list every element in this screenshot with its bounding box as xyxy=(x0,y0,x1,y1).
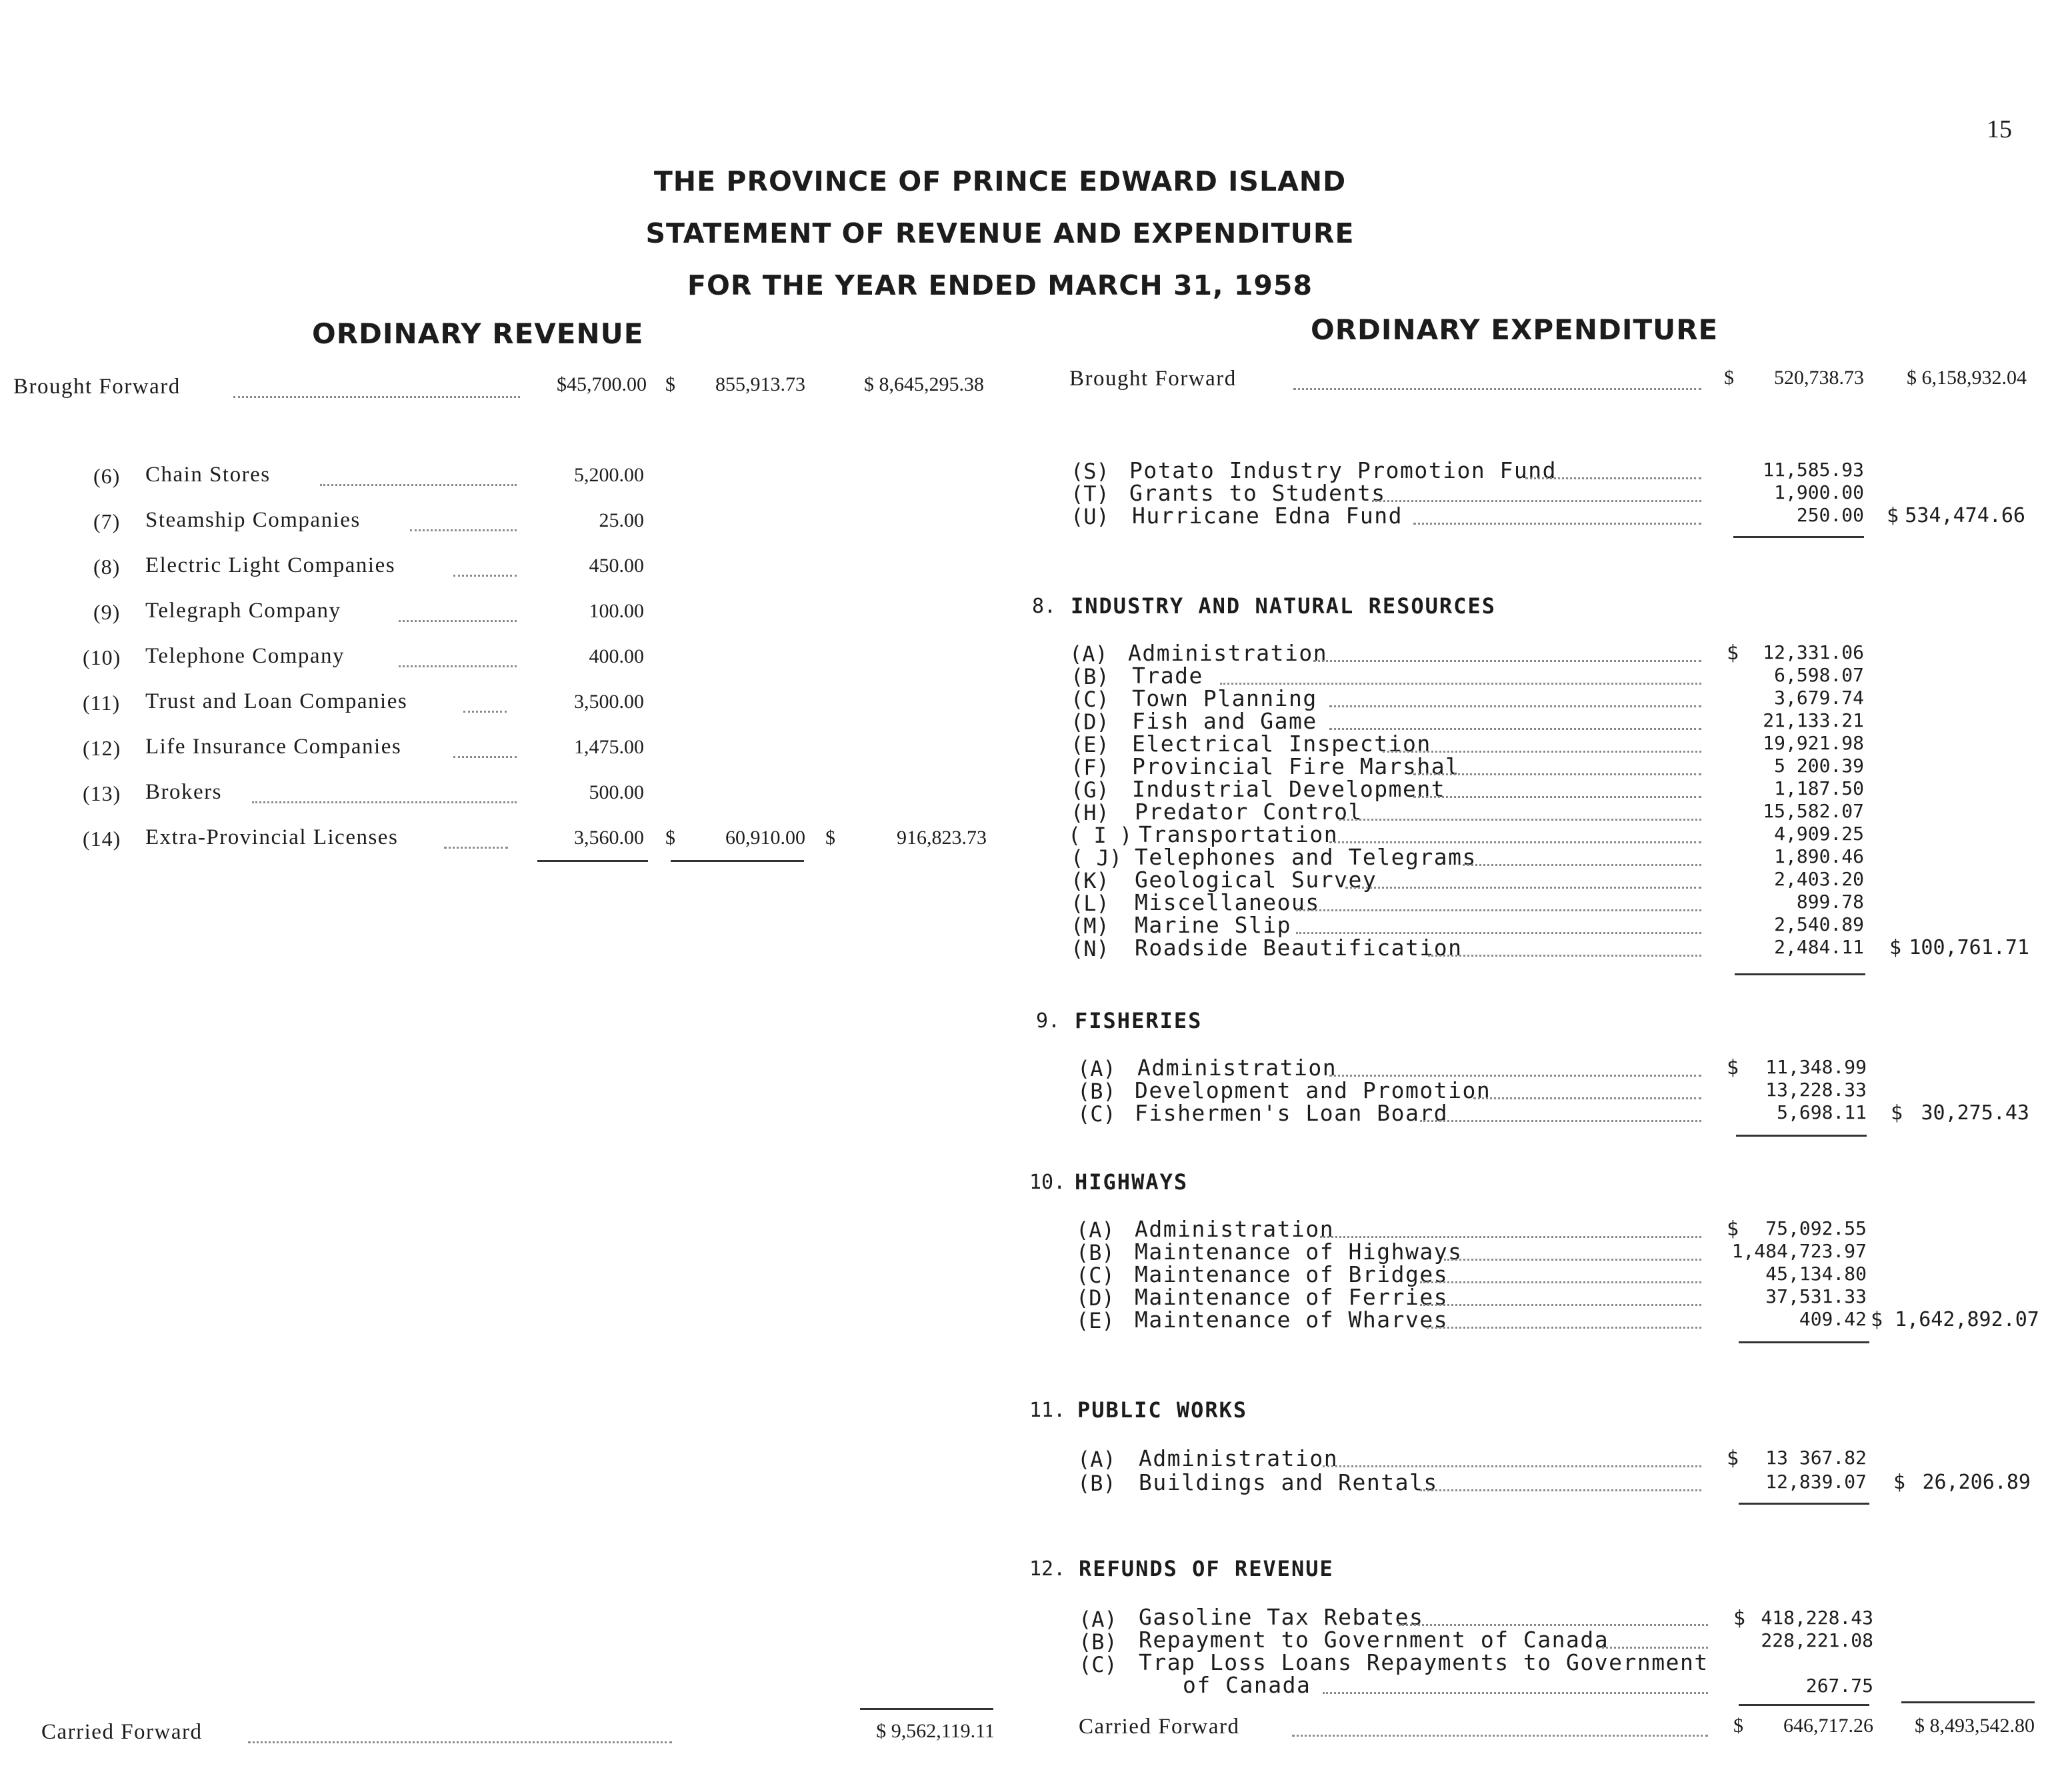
leader-dots xyxy=(1313,660,1701,662)
item-label: Steamship Companies xyxy=(145,508,361,532)
underline-rule xyxy=(1901,1701,2035,1703)
item-letter: (S) xyxy=(1071,459,1109,484)
currency-sign: $ xyxy=(1727,1447,1739,1470)
carried-forward-label: Carried Forward xyxy=(41,1720,203,1744)
leader-dots xyxy=(248,1741,672,1743)
leader-dots xyxy=(1293,388,1701,390)
item-letter: (E) xyxy=(1071,732,1109,757)
underline-rule xyxy=(1739,1704,1869,1706)
leader-dots xyxy=(1413,773,1701,775)
item-letter: (C) xyxy=(1079,1652,1117,1677)
leader-dots xyxy=(1427,1327,1701,1329)
leader-dots xyxy=(1383,751,1701,753)
carried-forward-total: $ 9,562,119.11 xyxy=(876,1720,995,1742)
item-amount: 3,560.00 xyxy=(574,827,644,849)
item-label: Telegraph Company xyxy=(145,599,341,623)
underline-rule xyxy=(1739,1503,1869,1505)
leader-dots xyxy=(1420,1281,1701,1283)
item-letter: (F) xyxy=(1071,755,1109,780)
currency-sign: $ xyxy=(1891,1101,1903,1125)
item-amount: 5 200.39 xyxy=(1774,755,1864,777)
currency-sign: $ xyxy=(1893,1471,1906,1494)
statement-title: STATEMENT OF REVENUE AND EXPENDITURE xyxy=(645,217,1355,249)
item-label: Grants to Students xyxy=(1129,480,1386,506)
carried-forward-col2: $ 8,493,542.80 xyxy=(1915,1715,2035,1737)
item-number: (14) xyxy=(83,827,121,851)
item-label: Chain Stores xyxy=(145,463,271,487)
item-amount: 228,221.08 xyxy=(1761,1629,1873,1651)
item-label: Life Insurance Companies xyxy=(145,735,402,759)
leader-dots xyxy=(233,396,520,398)
leader-dots xyxy=(1420,1120,1701,1122)
leader-dots xyxy=(1597,1647,1708,1649)
item-letter: (B) xyxy=(1077,1471,1116,1496)
item-label: Fishermen's Loan Board xyxy=(1135,1100,1449,1126)
item-letter: (A) xyxy=(1076,1217,1115,1243)
item-amount: 3,679.74 xyxy=(1774,687,1864,709)
item-amount: 500.00 xyxy=(589,781,644,803)
item-letter: (A) xyxy=(1077,1447,1116,1472)
item-label: Roadside Beautification xyxy=(1135,935,1463,961)
item-letter: (B) xyxy=(1076,1240,1115,1265)
section-total: 30,275.43 xyxy=(1921,1101,2029,1125)
item-amount: 11,348.99 xyxy=(1765,1056,1867,1078)
item-number: (13) xyxy=(83,781,121,805)
item-label: Gasoline Tax Rebates xyxy=(1139,1604,1424,1630)
item-label: Telephones and Telegrams xyxy=(1135,844,1477,870)
currency-sign: $ xyxy=(825,827,835,849)
section-title: REFUNDS OF REVENUE xyxy=(1079,1556,1334,1581)
item-amount: 899.78 xyxy=(1796,891,1864,913)
item-letter: (E) xyxy=(1076,1308,1115,1333)
leader-dots xyxy=(1329,728,1701,730)
item-label: Administration xyxy=(1135,1216,1335,1242)
section-number: 12. xyxy=(1029,1557,1066,1581)
item-letter: (C) xyxy=(1076,1263,1115,1288)
leader-dots xyxy=(1329,705,1701,707)
item-label: Marine Slip xyxy=(1135,912,1292,938)
item-label: Potato Industry Promotion Fund xyxy=(1129,457,1557,483)
document-title: THE PROVINCE OF PRINCE EDWARD ISLAND xyxy=(653,165,1347,197)
underline-rule xyxy=(537,860,648,862)
currency-sign: $ xyxy=(1889,936,1902,959)
leader-dots xyxy=(1428,955,1701,957)
item-label: Fish and Game xyxy=(1132,708,1317,734)
brought-forward-col2: 855,913.73 xyxy=(715,373,805,395)
item-amount: 37,531.33 xyxy=(1765,1285,1867,1307)
item-label: Buildings and Rentals xyxy=(1139,1469,1438,1495)
leader-dots xyxy=(1473,1097,1701,1099)
item-amount: 450.00 xyxy=(589,555,644,577)
item-letter: (A) xyxy=(1077,1056,1116,1081)
currency-sign: $ xyxy=(1727,1217,1739,1241)
item-amount: 45,134.80 xyxy=(1765,1263,1867,1285)
brought-forward-label: Brought Forward xyxy=(1069,367,1237,391)
item-label: Trap Loss Loans Repayments to Government xyxy=(1139,1649,1709,1675)
item-amount: 3,500.00 xyxy=(574,691,644,713)
item-label: Electric Light Companies xyxy=(145,553,396,577)
item-letter: (N) xyxy=(1071,936,1109,961)
item-amount: 1,475.00 xyxy=(574,736,644,758)
currency-sign: $ xyxy=(1887,504,1899,527)
item-amount: 267.75 xyxy=(1805,1675,1873,1697)
item-label-continued: of Canada xyxy=(1183,1672,1311,1698)
item-letter: ( J) xyxy=(1071,845,1123,871)
leader-dots xyxy=(1292,1735,1708,1737)
currency-sign: $ xyxy=(665,373,675,395)
brought-forward-col2: $ 6,158,932.04 xyxy=(1907,367,2027,389)
leader-dots xyxy=(1444,1259,1701,1261)
item-amount: 100.00 xyxy=(589,600,644,622)
leader-dots xyxy=(1323,1692,1708,1694)
item-letter: (H) xyxy=(1071,800,1109,825)
item-number: (11) xyxy=(83,691,121,715)
carried-forward-col1: 646,717.26 xyxy=(1783,1715,1873,1737)
item-label: Maintenance of Highways xyxy=(1135,1239,1463,1265)
section-total: $ 1,642,892.07 xyxy=(1871,1308,2039,1331)
item-letter: (G) xyxy=(1071,777,1109,803)
section-total: 26,206.89 xyxy=(1922,1471,2031,1494)
item-amount: 409.42 xyxy=(1799,1308,1867,1330)
section-number: 10. xyxy=(1029,1171,1066,1194)
item-letter: (U) xyxy=(1071,504,1109,529)
brought-forward-col1: 520,738.73 xyxy=(1774,367,1864,389)
item-amount: 1,900.00 xyxy=(1774,481,1864,503)
item-letter: (B) xyxy=(1077,1079,1116,1104)
item-label: Transportation xyxy=(1139,821,1339,847)
item-letter: (B) xyxy=(1079,1629,1117,1655)
item-label: Trust and Loan Companies xyxy=(145,689,408,713)
item-amount: 2,540.89 xyxy=(1774,913,1864,935)
section-title: INDUSTRY AND NATURAL RESOURCES xyxy=(1071,593,1496,619)
item-label: Miscellaneous xyxy=(1135,889,1320,915)
leader-dots xyxy=(1372,500,1701,502)
item-letter: (K) xyxy=(1071,868,1109,893)
item-label: Administration xyxy=(1139,1445,1339,1471)
item-letter: (T) xyxy=(1071,481,1109,507)
item-letter: (A) xyxy=(1069,641,1108,667)
section-title: PUBLIC WORKS xyxy=(1077,1397,1248,1423)
leader-dots xyxy=(1399,1624,1708,1626)
revenue-heading: ORDINARY REVENUE xyxy=(312,317,644,350)
item-amount: 12,331.06 xyxy=(1763,641,1864,663)
item-letter: (C) xyxy=(1077,1101,1116,1127)
item-amount: 400.00 xyxy=(589,645,644,667)
leader-dots xyxy=(1296,932,1701,934)
leader-dots xyxy=(1345,887,1701,889)
item-label: Maintenance of Ferries xyxy=(1135,1284,1449,1310)
leader-dots xyxy=(1296,909,1701,911)
item-label: Brokers xyxy=(145,780,222,804)
leader-dots xyxy=(252,801,517,803)
item-label: Geological Survey xyxy=(1135,867,1377,893)
item-amount: 13,228.33 xyxy=(1765,1079,1867,1101)
item-label: Maintenance of Bridges xyxy=(1135,1261,1449,1287)
item-label: Electrical Inspection xyxy=(1132,731,1431,757)
item-amount: 2,484.11 xyxy=(1774,936,1864,958)
leader-dots xyxy=(1339,819,1701,821)
leader-dots xyxy=(1420,1304,1701,1306)
item-amount: 250.00 xyxy=(1796,504,1864,526)
item-number: (10) xyxy=(83,645,121,669)
underline-rule xyxy=(671,860,804,862)
item-label: Extra-Provincial Licenses xyxy=(145,825,399,849)
currency-sign: $ xyxy=(1724,367,1734,389)
brought-forward-col3: $ 8,645,295.38 xyxy=(864,373,984,395)
currency-sign: $ xyxy=(1727,641,1739,665)
item-amount: 5,200.00 xyxy=(574,464,644,486)
item-label: Repayment to Government of Canada xyxy=(1139,1627,1609,1653)
page-number: 15 xyxy=(1987,115,2012,143)
leader-dots xyxy=(1525,477,1701,479)
item-letter: (D) xyxy=(1071,709,1109,735)
item-label: Town Planning xyxy=(1132,685,1317,711)
currency-sign: $ xyxy=(1727,1056,1739,1079)
underline-rule xyxy=(1736,1135,1867,1137)
item-amount: 1,187.50 xyxy=(1774,777,1864,799)
section-number: 11. xyxy=(1029,1399,1066,1422)
item-number: (7) xyxy=(93,509,121,533)
item-label: Maintenance of Wharves xyxy=(1135,1307,1449,1333)
item-amount: 418,228.43 xyxy=(1761,1607,1873,1629)
item-amount: 19,921.98 xyxy=(1763,732,1864,754)
item-amount: 12,839.07 xyxy=(1765,1471,1867,1493)
subtotal-amount: 60,910.00 xyxy=(725,827,805,849)
item-amount: 4,909.25 xyxy=(1774,823,1864,845)
section-title: HIGHWAYS xyxy=(1075,1169,1189,1195)
item-amount: 1,890.46 xyxy=(1774,845,1864,867)
subtotal-total: 916,823.73 xyxy=(897,827,987,849)
item-amount: 25.00 xyxy=(599,509,644,531)
section-number: 9. xyxy=(1036,1009,1061,1033)
item-amount: 15,582.07 xyxy=(1763,800,1864,822)
item-letter: (L) xyxy=(1071,891,1109,916)
brought-forward-label: Brought Forward xyxy=(13,375,181,399)
item-letter: (B) xyxy=(1071,664,1109,689)
section-total: 100,761.71 xyxy=(1909,936,2029,959)
item-number: (12) xyxy=(83,736,121,760)
group-total: 534,474.66 xyxy=(1905,504,2025,527)
item-label: Predator Control xyxy=(1135,799,1363,825)
leader-dots xyxy=(1220,683,1701,685)
leader-dots xyxy=(1420,1489,1701,1491)
item-amount: 11,585.93 xyxy=(1763,459,1864,481)
leader-dots xyxy=(1329,841,1701,843)
underline-rule xyxy=(1735,973,1865,975)
item-letter: (C) xyxy=(1071,687,1109,712)
item-amount: 2,403.20 xyxy=(1774,868,1864,890)
item-letter: ( I ) xyxy=(1068,823,1133,848)
leader-dots xyxy=(1413,796,1701,798)
period-title: FOR THE YEAR ENDED MARCH 31, 1958 xyxy=(687,269,1313,301)
expenditure-heading: ORDINARY EXPENDITURE xyxy=(1311,313,1719,346)
leader-dots xyxy=(1323,1465,1701,1467)
item-amount: 21,133.21 xyxy=(1763,709,1864,731)
item-label: Hurricane Edna Fund xyxy=(1132,503,1403,529)
item-label: Administration xyxy=(1128,640,1328,666)
item-letter: (M) xyxy=(1071,913,1109,939)
item-label: Provincial Fire Marshal xyxy=(1132,753,1460,779)
item-number: (9) xyxy=(93,600,121,624)
currency-sign: $ xyxy=(665,827,675,849)
item-letter: (A) xyxy=(1079,1607,1117,1632)
section-title: FISHERIES xyxy=(1075,1008,1203,1033)
currency-sign: $ xyxy=(1733,1607,1746,1630)
item-number: (6) xyxy=(93,464,121,488)
item-label: Development and Promotion xyxy=(1135,1077,1491,1103)
item-label: Industrial Development xyxy=(1132,776,1446,802)
currency-sign: $ xyxy=(1733,1715,1743,1737)
item-amount: 1,484,723.97 xyxy=(1731,1240,1867,1262)
item-amount: 6,598.07 xyxy=(1774,664,1864,686)
carried-forward-label: Carried Forward xyxy=(1079,1715,1240,1739)
item-amount: 5,698.11 xyxy=(1777,1101,1867,1123)
item-amount: 75,092.55 xyxy=(1765,1217,1867,1239)
leader-dots xyxy=(1463,864,1701,866)
item-label: Telephone Company xyxy=(145,644,345,668)
underline-rule xyxy=(860,1708,993,1710)
leader-dots xyxy=(1413,523,1701,525)
underline-rule xyxy=(1733,536,1864,538)
item-number: (8) xyxy=(93,555,121,579)
item-label: Trade xyxy=(1132,663,1203,689)
brought-forward-col1: $45,700.00 xyxy=(557,373,647,395)
item-label: Administration xyxy=(1137,1055,1337,1081)
section-number: 8. xyxy=(1032,595,1057,618)
item-letter: (D) xyxy=(1076,1285,1115,1311)
underline-rule xyxy=(1739,1341,1869,1343)
leader-dots xyxy=(1320,1236,1701,1238)
item-amount: 13 367.82 xyxy=(1765,1447,1867,1469)
leader-dots xyxy=(1329,1075,1701,1077)
